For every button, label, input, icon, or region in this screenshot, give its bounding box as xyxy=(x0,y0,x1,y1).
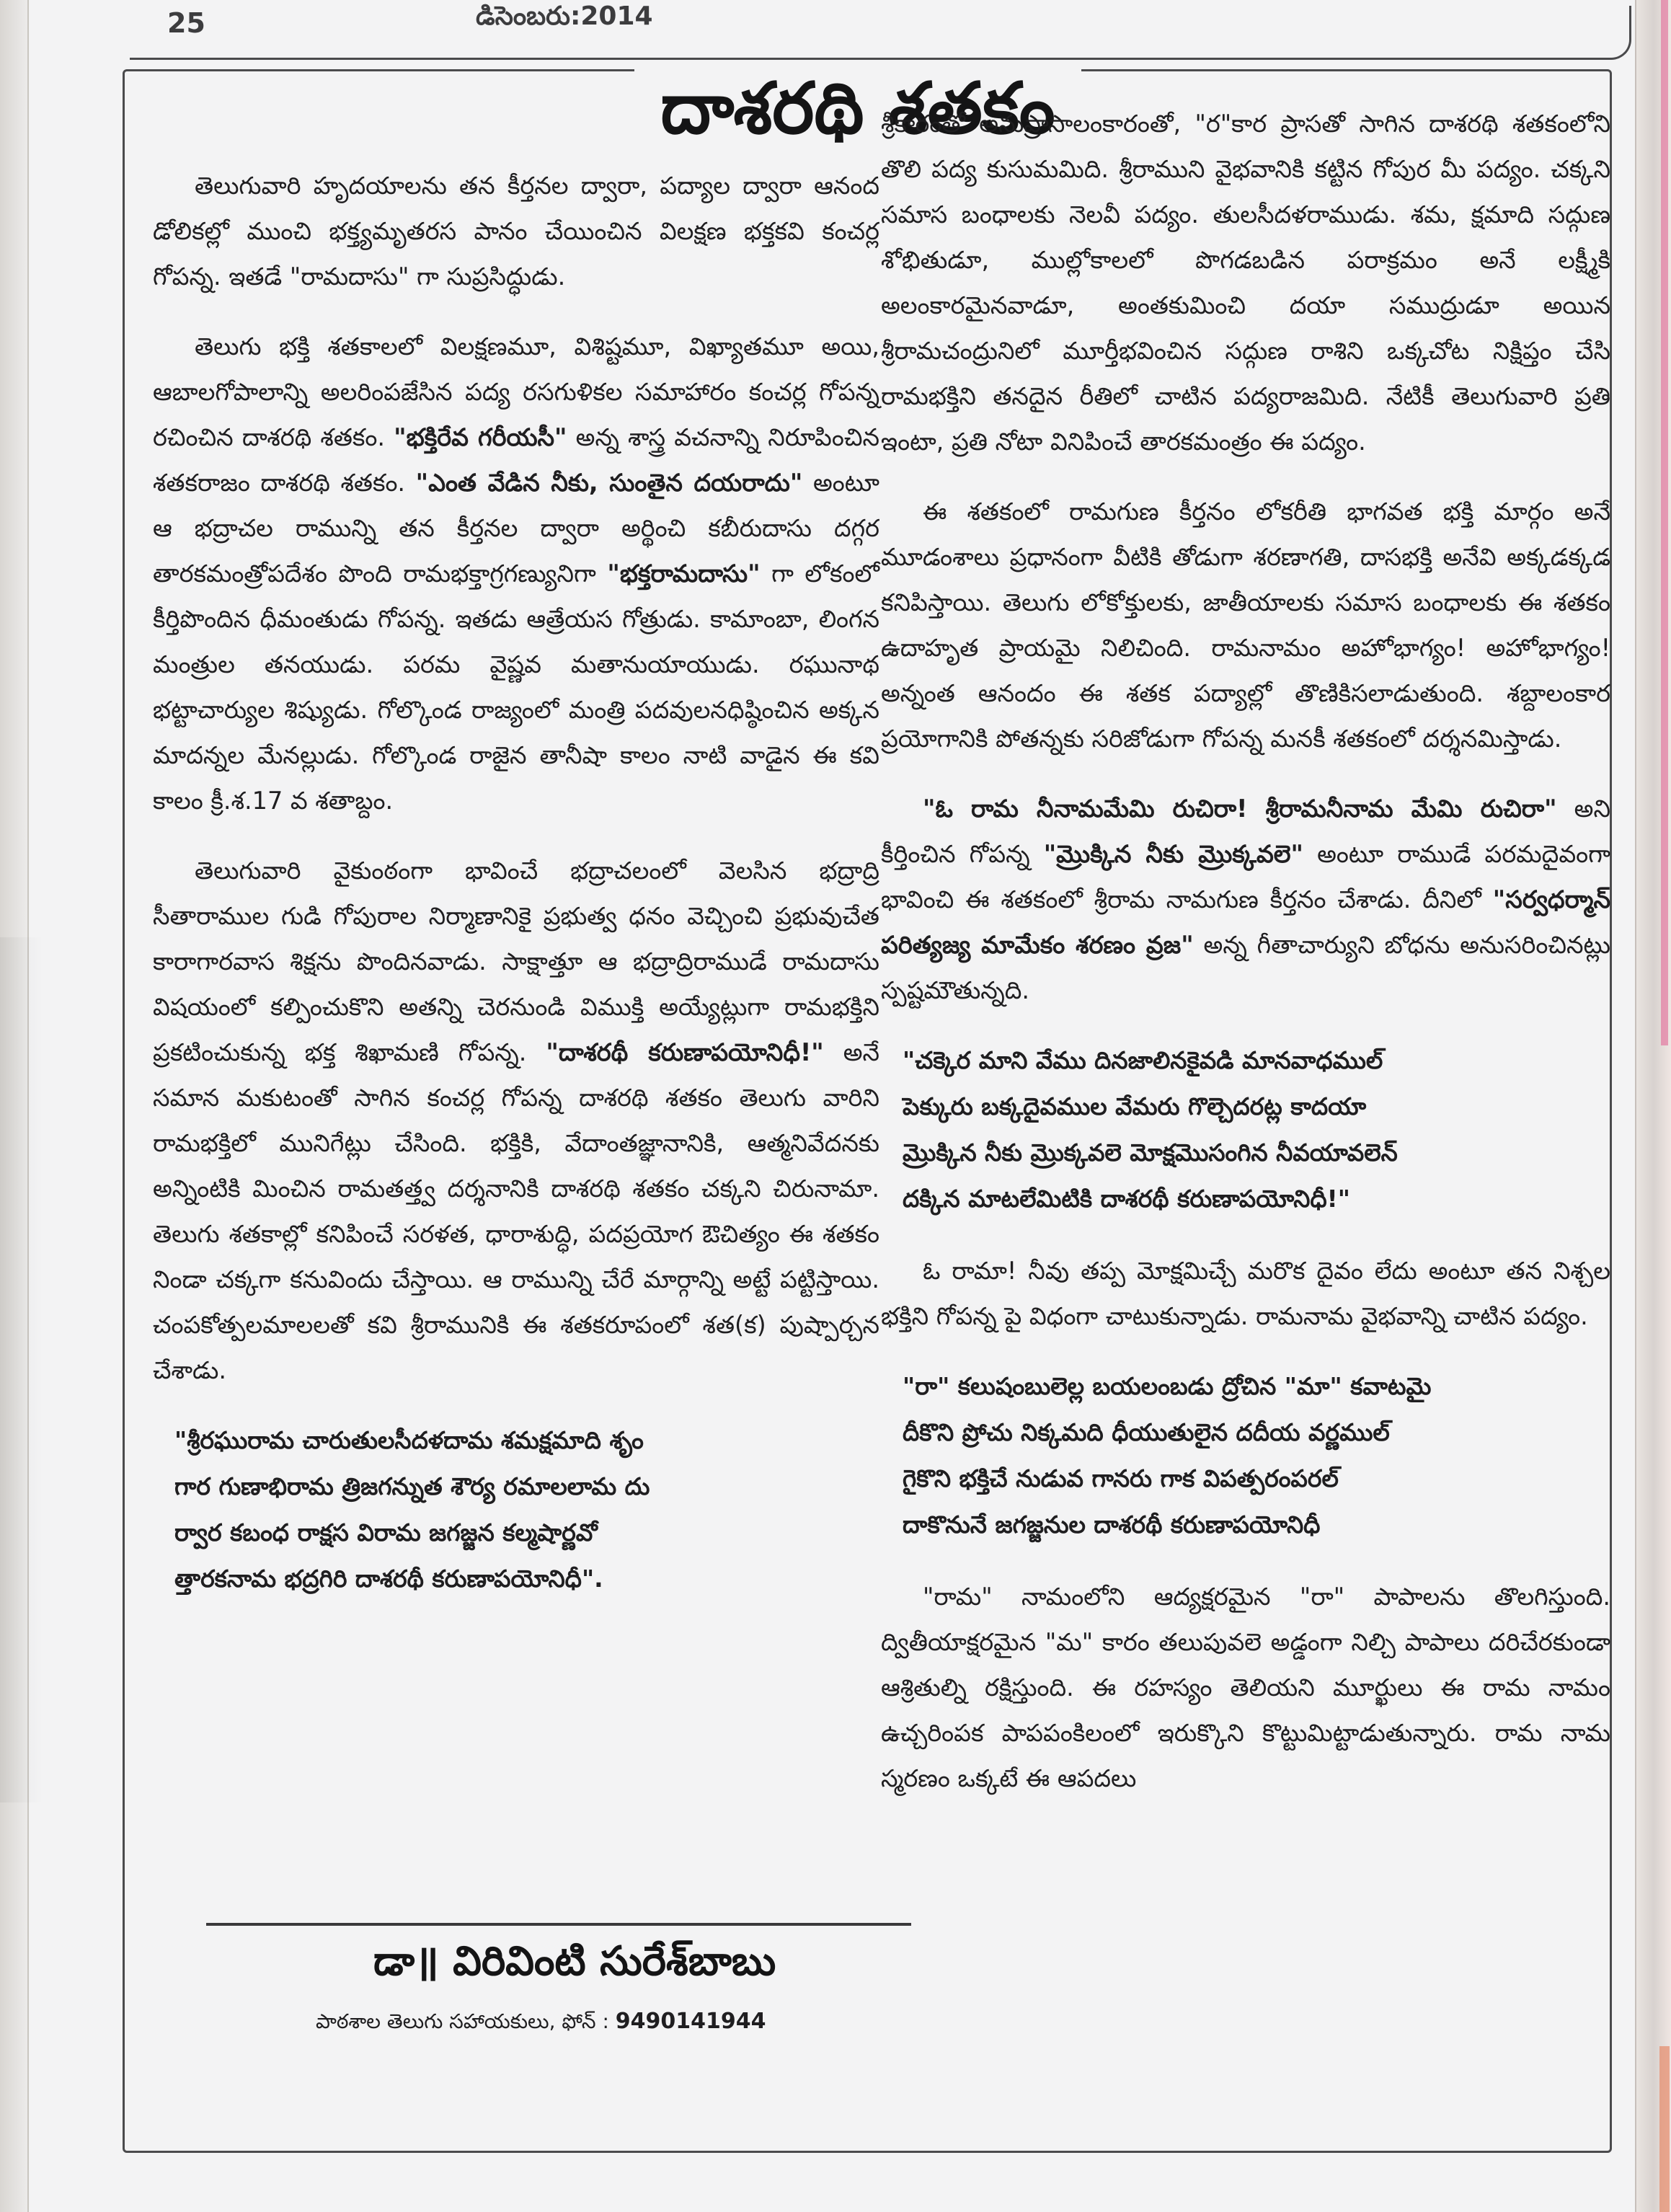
verse-line: "చక్కెర మాని వేము దినజాలినకైవడి మానవాధముల్ xyxy=(903,1046,1383,1074)
verse-line: దీకొని ప్రోచు నిక్కమది ధీయుతులైన దదీయ వర్ణముల్ xyxy=(903,1418,1390,1446)
page-number: 25 xyxy=(167,7,205,39)
quote-mrokkina: "మ్రొక్కిన నీకు మ్రొక్కవలె" xyxy=(1043,840,1303,868)
verse-line: పెక్కురు బక్కదైవముల వేమరు గొల్చెదరట్ల కాదయా xyxy=(903,1092,1367,1120)
quote-sarvadharman: "సర్వధర్మాన్ పరిత్యజ్య మామేకం శరణం వ్రజ" xyxy=(881,885,1610,959)
verse-line: "శ్రీరఘురామ చారుతులసీదళదామ శమక్షమాది శృం xyxy=(174,1426,644,1454)
right-paragraph-rama-nama: "రామ" నామంలోని ఆద్యక్షరమైన "రా" పాపాలను తొలగిస్తుంది. ద్వితీయాక్షరమైన "మ" కారం తలుపువలె అడ్డంగా నిల్చి పాపాలు దరిచేరకుండా ఆశ్రితుల్ని రక్షిస్తుంది. ఈ రహస్యం తెలియని మూర్ఖులు ఈ రామ నామం ఉచ్చరింపక పాపపంకిలంలో ఇరుక్కొని కొట్టుమిట్టాడుతున్నారు. రామ నామ స్మరణం ఒక్కటే ఈ ఆపదలు xyxy=(881,1583,1610,1792)
text-run: అన్న గీతాచార్యుని బోధను అనుసరించినట్లు స్పష్టమౌతున్నది. xyxy=(881,931,1610,1004)
orange-page-edge xyxy=(1659,2046,1670,2212)
verse-line: త్తారకనామ భద్రగిరి దాశరథీ కరుణాపయోనిధీ". xyxy=(174,1565,603,1593)
verse-line: గార గుణాభిరామ త్రిజగన్నుత శౌర్య రమాలలామ దు xyxy=(174,1472,650,1500)
author-phone: 9490141944 xyxy=(615,2009,766,2034)
verse-line: ర్వార కబంధ రాక్షస విరామ జగజ్జన కల్మషార్ణవో xyxy=(174,1518,598,1547)
quote-makutam: "దాశరథీ కరుణాపయోనిధీ!" xyxy=(546,1038,824,1066)
text-run: తెలుగు భక్తి శతకాలలో విలక్షణమూ, విశిష్టమూ, విఖ్యాతమూ అయి, ఆబాలగోపాలాన్ని అలరింపజేసిన పద్య రసగుళికల సమాహారం కంచర్ల గోపన్న రచించిన దాశరథి శతకం. xyxy=(153,332,879,451)
quote-bhaktireva: "భక్తిరేవ గరీయసీ" xyxy=(394,423,567,451)
left-paragraph-intro: తెలుగువారి హృదయాలను తన కీర్తనల ద్వారా, పద్యాల ద్వారా ఆనంద డోలికల్లో ముంచి భక్త్యమృతరస పానం చేయించిన విలక్షణ భక్తకవి కంచర్ల గోపన్న. ఇతడే "రామదాసు" గా సుప్రసిద్ధుడు. xyxy=(153,172,879,291)
verse-sriraghurama xyxy=(153,1417,879,1602)
scan-crease xyxy=(0,937,43,1802)
pink-page-edge xyxy=(1661,0,1668,1045)
left-paragraph-shatakam xyxy=(153,324,879,823)
header-bar xyxy=(130,6,1631,60)
left-column xyxy=(153,163,879,1628)
quote-o-rama: "ఓ రామ నీనామమేమి రుచిరా! శ్రీరామనీనామ మేమి రుచిరా" xyxy=(923,795,1557,823)
right-column xyxy=(881,101,1610,1826)
text-run: అంటూ ఆ భద్రాచల రామున్ని తన కీర్తనల ద్వారా అర్థించి కబీరుదాసు దగ్గర తారకమంత్రోపదేశం పొంది రామభక్తాగ్రగణ్యునిగా xyxy=(153,469,879,588)
quote-entha-vedina: "ఎంత వేడిన నీకు, సుంతైన దయరాదు" xyxy=(415,469,803,497)
issue-date: డిసెంబరు:2014 xyxy=(476,1,653,31)
author-role-text: పాఠశాల తెలుగు సహాయకులు, ఫోన్ : xyxy=(316,2009,609,2033)
text-run: అన్న శాస్త్ర వచనాన్ని నిరూపించిన శతకరాజం దాశరథి శతకం. xyxy=(153,423,880,497)
author-role xyxy=(316,2009,766,2038)
right-paragraph-o-rama: ఓ రామా! నీవు తప్ప మోక్షమిచ్చే మరొక దైవం లేదు అంటూ తన నిశ్చల భక్తిని గోపన్న పై విధంగా చాటుకున్నాడు. రామనామ వైభవాన్ని చాటిన పద్యం. xyxy=(881,1257,1610,1330)
quote-bhaktaramadasu: "భక్తరామదాసు" xyxy=(607,559,761,588)
text-run: అనే సమాన మకుటంతో సాగిన కంచర్ల గోపన్న దాశరథి శతకం తెలుగు వారిని రామభక్తిలో మునిగేట్లు చేసింది. భక్తికి, వేదాంతజ్ఞానానికి, ఆత్మనివేదనకు అన్నింటికి మించిన రామతత్త్వ దర్శనానికి దాశరథి శతకం చక్కని చిరునామా. తెలుగు శతకాల్లో కనిపించే సరళత, ధారాశుద్ధి, పదప్రయోగ ఔచిత్యం ఈ శతకం నిండా చక్కగా కనువిందు చేస్తాయి. ఆ రామున్ని చేరే మార్గాన్ని అట్టే పట్టిస్తాయి. చంపకోత్పలమాలలతో కవి శ్రీరామునికి ఈ శతకరూపంలో శత(క) పుష్పార్చన చేశాడు. xyxy=(153,1038,880,1384)
article-title: దాశరథి శతకం xyxy=(634,69,1081,149)
verse-line: దక్కిన మాటలేమిటికి దాశరథీ కరుణాపయోనిధీ!" xyxy=(903,1185,1350,1213)
text-run: తెలుగువారి వైకుంఠంగా భావించే భద్రాచలంలో వెలసిన భద్రాద్రి సీతారాముల గుడి గోపురాల నిర్మాణానికై ప్రభుత్వ ధనం వెచ్చించి ప్రభువుచేత కారాగారవాస శిక్షను పొందినవాడు. సాక్షాత్తూ ఆ భద్రాద్రిరాముడే రామదాసు విషయంలో కల్పించుకొని అతన్ని చెరనుండి విముక్తి అయ్యేట్లుగా రామభక్తిని ప్రకటించుకున్న భక్త శిఖామణి గోపన్న. xyxy=(153,857,879,1066)
text-run: గా లోకంలో కీర్తిపొందిన ధీమంతుడు గోపన్న. ఇతడు ఆత్రేయస గోత్రుడు. కామాంబా, లింగన మంత్రుల తనయుడు. పరమ వైష్ణవ మతానుయాయుడు. రఘునాథ భట్టాచార్యుల శిష్యుడు. గోల్కొండ రాజ్యంలో మంత్రి పదవులనధిష్ఠించిన అక్కన మాదన్నల మేనల్లుడు. గోల్కొండ రాజైన తానీషా కాలం నాటి వాడైన ఈ కవి కాలం క్రీ.శ.17 వ శతాబ్దం. xyxy=(153,559,879,815)
page-stack-edge xyxy=(1635,0,1671,2212)
right-paragraph-themes: ఈ శతకంలో రామగుణ కీర్తనం లోకరీతి భాగవత భక్తి మార్గం అనే మూడంశాలు ప్రధానంగా వీటికి తోడుగా శరణాగతి, దాసభక్తి అనేవి అక్కడక్కడ కనిపిస్తాయి. తెలుగు లోకోక్తులకు, జాతీయాలకు సమాస బంధాలకు ఈ శతకం ఉదాహృత ప్రాయమై నిలిచింది. రామనామం అహోభాగ్యం! అహోభాగ్యం! అన్నంత ఆనందం ఈ శతక పద్యాల్లో తొణికిసలాడుతుంది. శబ్దాలంకార ప్రయోగానికి పోతన్నకు సరిజోడుగా గోపన్న మనకీ శతకంలో దర్శనమిస్తాడు. xyxy=(881,497,1610,753)
verse-line: దాకొనునే జగజ్జనుల దాశరథీ కరుణాపయోనిధీ xyxy=(903,1510,1321,1539)
verse-line: మ్రొక్కిన నీకు మ్రొక్కవలె మోక్షమొసంగిన నీవయావలెన్ xyxy=(903,1138,1398,1167)
right-paragraph-first-verse: శ్రీకారంతో అనుప్రాసాలంకారంతో, "ర"కార ప్రాసతో సాగిన దాశరథి శతకంలోని తొలి పద్య కుసుమమిది. శ్రీరాముని వైభవానికి కట్టిన గోపుర మీ పద్యం. చక్కని సమాస బంధాలకు నెలవీ పద్యం. తులసీదళరాముడు. శమ, క్షమాది సద్గుణ శోభితుడూ, ముల్లోకాలలో పొగడబడిన పరాక్రమం అనే లక్ష్మీకి అలంకారమైనవాడూ, అంతకుమించి దయా సముద్రుడూ అయిన శ్రీరామచంద్రునిలో మూర్తీభవించిన సద్గుణ రాశిని ఒక్కచోట నిక్షిప్తం చేసి రామభక్తిని తనదైన రీతిలో చాటిన పద్యరాజమిది. నేటికీ తెలుగువారి ప్రతి ఇంటా, ప్రతి నోటా వినిపించే తారకమంత్రం ఈ పద్యం. xyxy=(881,110,1610,456)
right-paragraph-gita xyxy=(881,786,1610,1013)
text-run: అంటూ రాముడే పరమదైవంగా భావించి ఈ శతకంలో శ్రీరామ నామగుణ కీర్తనం చేశాడు. దీనిలో xyxy=(881,840,1610,913)
author-name: డా॥ విరివింటి సురేశ్‌బాబు xyxy=(373,1938,776,1985)
verse-chakkera xyxy=(881,1038,1610,1222)
left-paragraph-bhadrachalam xyxy=(153,848,879,1393)
text-run: అని కీర్తించిన గోపన్న xyxy=(881,795,1610,868)
verse-line: "రా" కలుషంబులెల్ల బయలంబడు ద్రోచిన "మా" కవాటమై xyxy=(903,1372,1432,1400)
verse-ra-kalushambu xyxy=(881,1363,1610,1548)
author-divider xyxy=(206,1923,911,1926)
verse-line: గైకొని భక్తిచే నుడువ గానరు గాక విపత్పరంపరల్ xyxy=(903,1464,1339,1492)
